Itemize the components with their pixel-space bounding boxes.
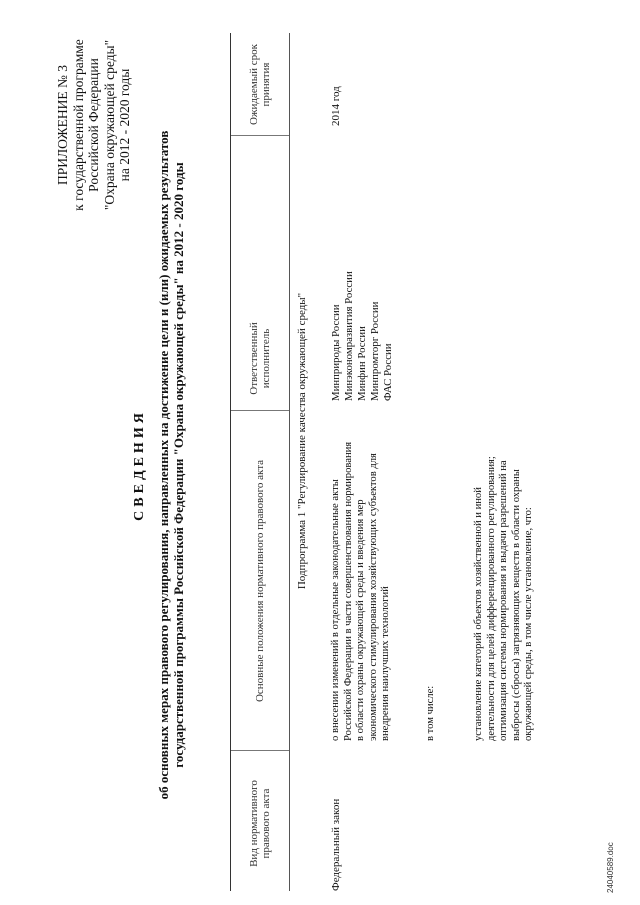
subprogram-title: Подпрограмма 1 "Регулирование качества окружающей среды" xyxy=(296,292,308,590)
appendix-line: Российской Федерации xyxy=(86,58,101,192)
detail-provisions-cell: установление категорий объектов хозяйственной и иной деятельности для целей дифференцированного регулирования; оптимизация системы нормирования и выдачи разрешений на выбросы (сбросы) загрязняющих веществ в области охраны окружающей среды, в том числе установление, что: xyxy=(473,456,534,741)
header-act-type: Вид нормативного правового акта xyxy=(247,780,272,867)
appendix-line: "Охрана окружающей среды" xyxy=(101,39,117,211)
header-executor: Ответственный исполнитель xyxy=(247,322,272,395)
file-name-footer: 24040589.doc xyxy=(606,842,615,893)
appendix-line: ПРИЛОЖЕНИЕ № 3 xyxy=(55,64,70,186)
appendix-block xyxy=(55,5,133,245)
header-deadline: Ожидаемый срок принятия xyxy=(247,44,272,126)
executor-cell: Минприроды России Минэкономразвития России Минфин России Минпромторг России ФАС России xyxy=(330,271,394,401)
document-heading xyxy=(132,65,186,865)
table-header-row xyxy=(230,33,290,891)
main-provisions-cell: о внесении изменений в отдельные законодательные акты Российской Федерации в части совершенствования нормирования в области охраны окружающей среды и введения мер экономического стимулирования хозяйствующих субъектов для внедрения наилучших технологий xyxy=(330,441,391,741)
document-subtitle-line: об основных мерах правового регулирования, направленных на достижение цели и (или) ожидаемых результатов xyxy=(156,130,171,800)
header-main-provisions: Основные положения нормативного правового акта xyxy=(253,459,266,703)
appendix-line: к государственной программе xyxy=(70,39,86,211)
document-subtitle-line: государственной программы Российской Федерации "Охрана окружающей среды" на 2012 - 2020 годы xyxy=(171,162,186,768)
deadline-cell: 2014 год xyxy=(330,86,342,126)
appendix-line: на 2012 - 2020 годы xyxy=(117,68,132,182)
document-title: СВЕДЕНИЯ xyxy=(132,409,147,521)
including-label: в том числе: xyxy=(425,685,436,741)
measures-table xyxy=(230,33,534,891)
act-type-cell: Федеральный закон xyxy=(330,798,342,891)
